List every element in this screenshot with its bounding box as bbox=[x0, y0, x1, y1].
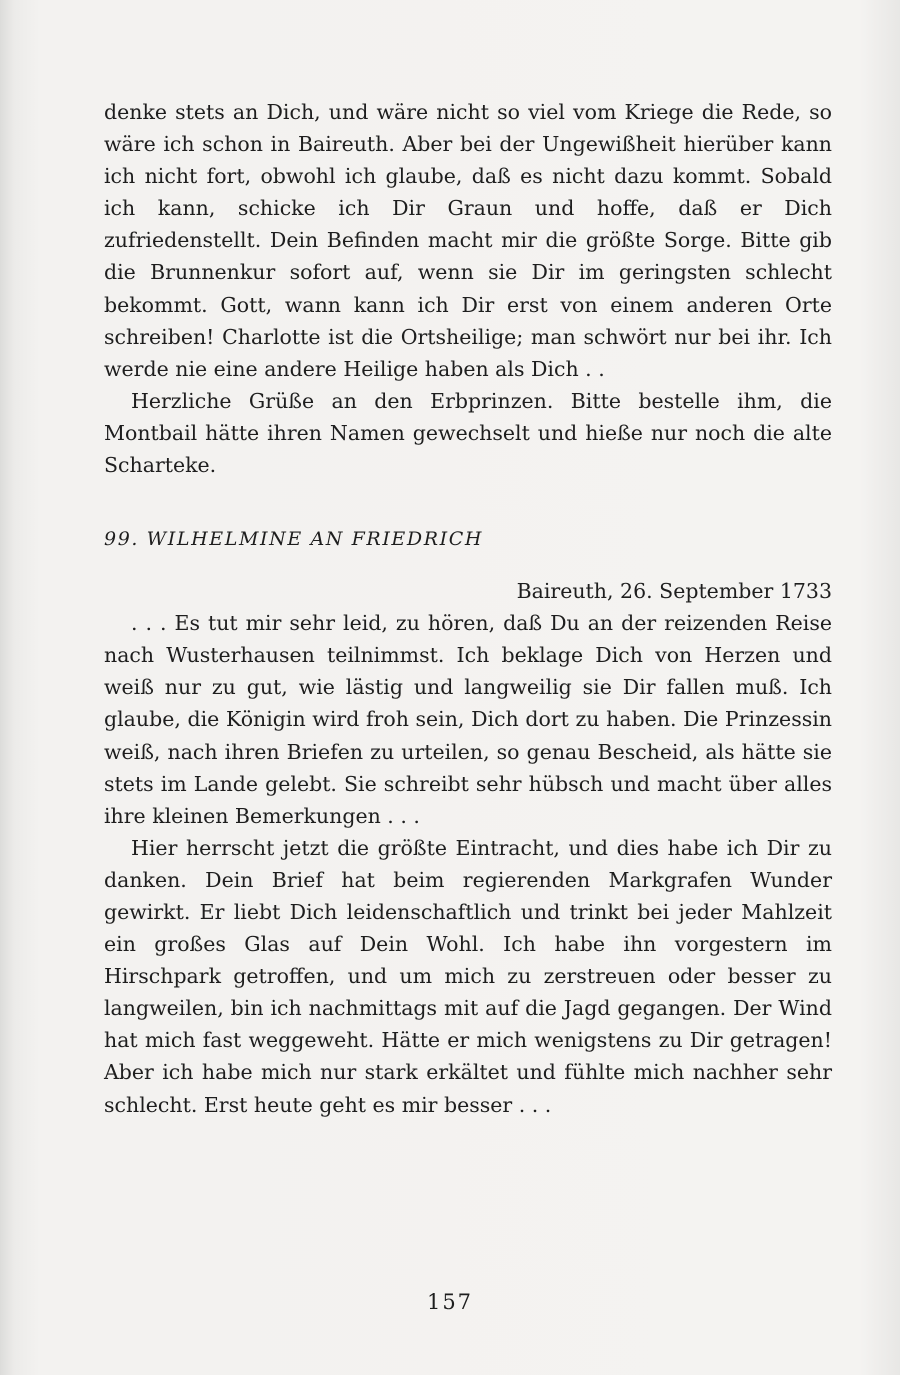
letter-99-paragraph-2: Hier herrscht jetzt die größte Eintracht, und dies habe ich Dir zu danken. Dein Brief hat beim regierenden Markgrafen Wunder gewirkt. Er liebt Dich leidenschaftlich und trinkt bei jeder Mahlzeit ein großes Glas auf Dein Wohl. Ich habe ihn vorgestern im Hirschpark getroffen, und um mich zu zerstreuen oder besser zu langweilen, bin ich nachmittags mit auf die Jagd gegangen. Der Wind hat mich fast weggeweht. Hätte er mich wenigstens zu Dir getragen! Aber ich habe mich nur stark erkältet und fühlte mich nachher sehr schlecht. Erst heute geht es mir besser . . . bbox=[104, 835, 832, 1117]
letter-98-paragraph-1: denke stets an Dich, und wäre nicht so viel vom Kriege die Rede, so wäre ich schon in Baireuth. Aber bei der Ungewißheit hierüber kann ich nicht fort, obwohl ich glaube, daß es nicht dazu kommt. Sobald ich kann, schicke ich Dir Graun und hoffe, daß er Dich zufriedenstellt. Dein Befinden macht mir die größte Sorge. Bitte gib die Brunnenkur sofort auf, wenn sie Dir im geringsten schlecht bekommt. Gott, wann kann ich Dir erst von einem anderen Orte schreiben! Charlotte ist die Ortsheilige; man schwört nur bei ihr. Ich werde nie eine andere Heilige haben als Dich . . bbox=[104, 100, 832, 381]
letter-98-paragraph-2: Herzliche Grüße an den Erbprinzen. Bitte bestelle ihm, die Montbail hätte ihren Namen gewechselt und hieße nur noch die alte Scharteke. bbox=[104, 388, 832, 478]
letter-99-heading: 99. WILHELMINE AN FRIEDRICH bbox=[104, 528, 484, 551]
page-text-block bbox=[104, 96, 832, 1121]
page-number: 157 bbox=[426, 1290, 474, 1314]
letter-99-paragraph-1: . . . Es tut mir sehr leid, zu hören, daß Du an der reizenden Reise nach Wusterhausen teilnimmst. Ich beklage Dich von Herzen und weiß nur zu gut, wie lästig und langweilig sie Dir fallen muß. Ich glaube, die Königin wird froh sein, Dich dort zu haben. Die Prinzessin weiß, nach ihren Briefen zu urteilen, so genau Bescheid, als hätte sie stets im Lande gelebt. Sie schreibt sehr hübsch und macht über alles ihre kleinen Bemerkungen . . . bbox=[104, 611, 832, 828]
letter-99-dateline: Baireuth, 26. September 1733 bbox=[516, 579, 832, 604]
